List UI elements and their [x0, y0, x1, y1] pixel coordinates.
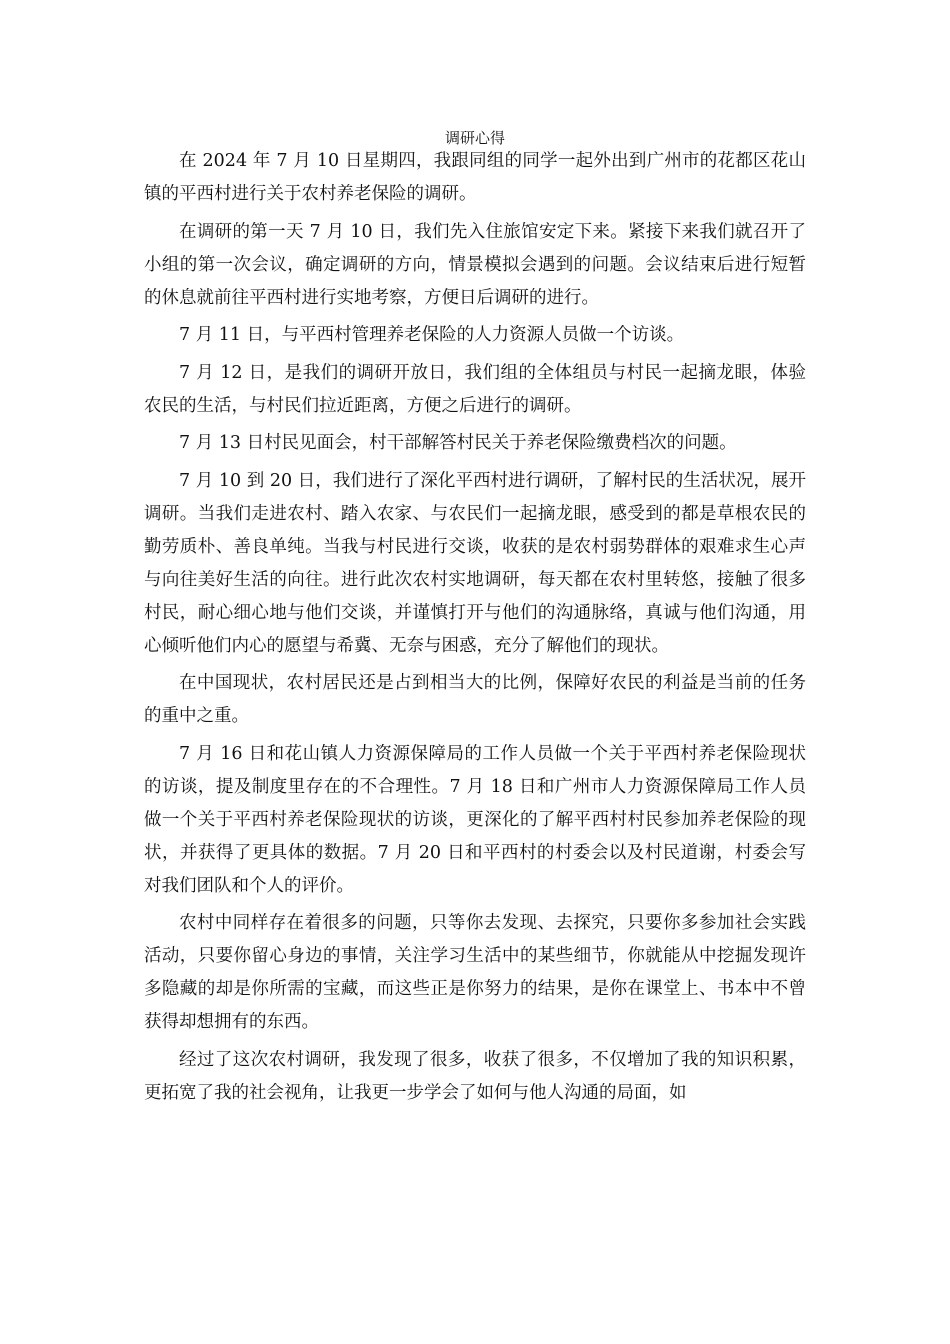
paragraph: 经过了这次农村调研，我发现了很多，收获了很多，不仅增加了我的知识积累，更拓宽了我的社会视角，让我更一步学会了如何与他人沟通的局面，如	[144, 1049, 806, 1103]
paragraph: 7 月 10 到 20 日，我们进行了深化平西村进行调研，了解村民的生活状况，展开调研。当我们走进农村、踏入农家、与农民们一起摘龙眼，感受到的都是草根农民的勤劳质朴、善良单纯。当我与村民进行交谈，收获的是农村弱势群体的艰难求生心声与向往美好生活的向往。进行此次农村实地调研，每天都在农村里转悠，接触了很多村民，耐心细心地与他们交谈，并谨慎打开与他们的沟通脉络，真诚与他们沟通，用心倾听他们内心的愿望与希冀、无奈与困惑，充分了解他们的现状。	[144, 470, 806, 656]
paragraph: 7 月 11 日，与平西村管理养老保险的人力资源人员做一个访谈。	[179, 325, 685, 345]
paragraph: 7 月 16 日和花山镇人力资源保障局的工作人员做一个关于平西村养老保险现状的访谈，提及制度里存在的不合理性。7 月 18 日和广州市人力资源保障局工作人员做一个关于平西村养老保险现状的访谈，更深化的了解平西村村民参加养老保险的现状，并获得了更具体的数据。7 月 20 日和平西村的村委会以及村民道谢，村委会写对我们团队和个人的评价。	[144, 743, 806, 896]
paragraph: 在 2024 年 7 月 10 日星期四，我跟同组的同学一起外出到广州市的花都区花山镇的平西村进行关于农村养老保险的调研。	[144, 151, 806, 204]
paragraph: 在调研的第一天 7 月 10 日，我们先入住旅馆安定下来。紧接下来我们就召开了小组的第一次会议，确定调研的方向，情景模拟会遇到的问题。会议结束后进行短暂的休息就前往平西村进行实地考察，方便日后调研的进行。	[144, 221, 806, 308]
document-body	[144, 145, 806, 1114]
document-title: 调研心得	[444, 129, 505, 147]
paragraph: 在中国现状，农村居民还是占到相当大的比例，保障好农民的利益是当前的任务的重中之重。	[144, 673, 806, 726]
paragraph: 7 月 12 日，是我们的调研开放日，我们组的全体组员与村民一起摘龙眼，体验农民的生活，与村民们拉近距离，方便之后进行的调研。	[144, 362, 806, 416]
paragraph: 农村中同样存在着很多的问题，只等你去发现、去探究，只要你多参加社会实践活动，只要你留心身边的事情，关注学习生活中的某些细节，你就能从中挖掘发现许多隐藏的却是你所需的宝藏，而这些正是你努力的结果，是你在课堂上、书本中不曾获得却想拥有的东西。	[144, 913, 806, 1032]
paragraph: 7 月 13 日村民见面会，村干部解答村民关于养老保险缴费档次的问题。	[179, 433, 737, 453]
